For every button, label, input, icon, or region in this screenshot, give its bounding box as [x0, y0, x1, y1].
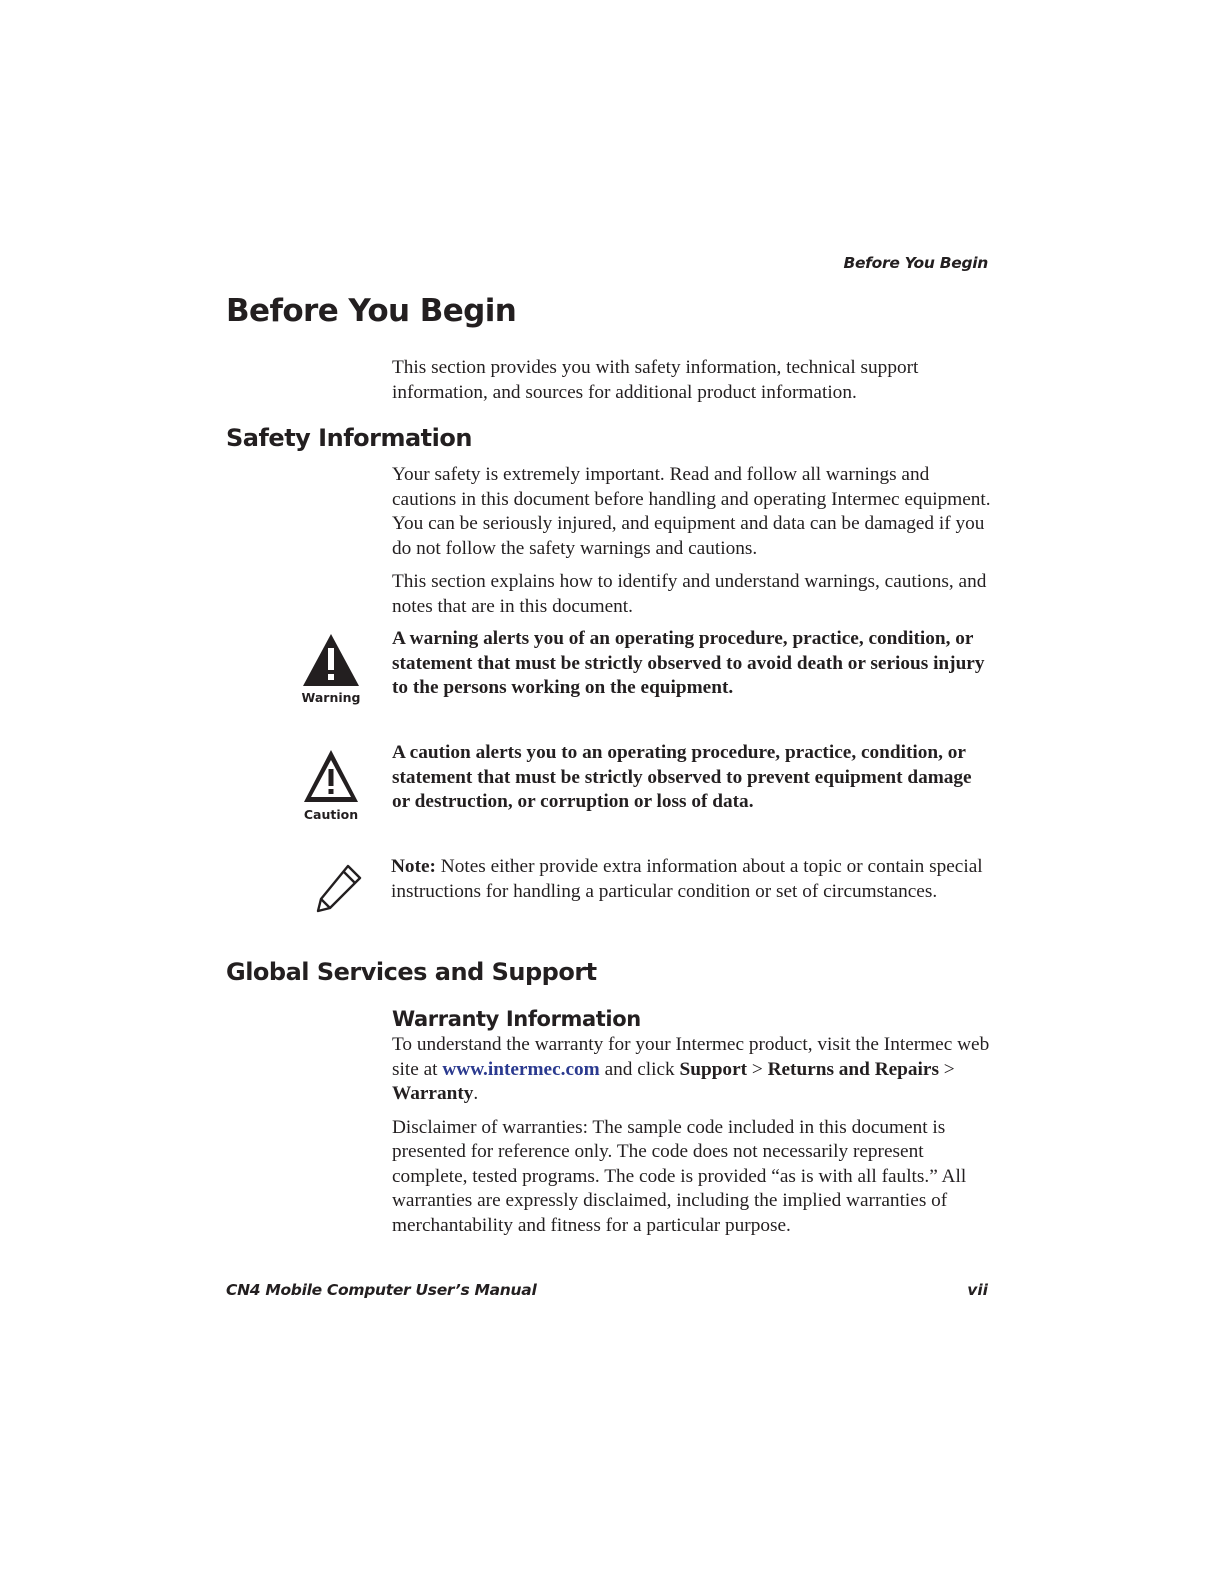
- caution-label: Caution: [303, 807, 359, 822]
- disclaimer-paragraph: Disclaimer of warranties: The sample code included in this document is presented for reference only. The code does not necessarily represent complete, tested programs. The code is provided “as is with all faults.” All warranties are expressly disclaimed, including the implied warranties of merchantability and fitness for a particular purpose.: [392, 1116, 967, 1236]
- safety-para-1: Your safety is extremely important. Read and follow all warnings and cautions in this document before handling and operating Intermec equipment. You can be seriously injured, and equipment and data can be damaged if you do not follow the safety warnings and cautions.: [392, 464, 991, 559]
- menu-path-separator: >: [938, 1058, 955, 1080]
- warning-icon: [301, 632, 361, 688]
- menu-path-support: Support: [679, 1058, 748, 1080]
- warranty-text-end: .: [473, 1083, 479, 1104]
- warranty-text-pre: To understand the warranty for your Intermec product, visit the Intermec web site at: [392, 1034, 990, 1080]
- safety-heading: Safety Information: [226, 424, 472, 452]
- menu-path-warranty: Warranty: [392, 1083, 474, 1104]
- menu-path-returns: Returns and Repairs: [767, 1058, 939, 1080]
- note-pencil-icon: [312, 862, 364, 914]
- warranty-heading: Warranty Information: [392, 1007, 641, 1031]
- warranty-body: [392, 1033, 992, 1238]
- intro-text: This section provides you with safety information, technical support information, and sources for additional product information.: [392, 357, 919, 403]
- running-head: Before You Begin: [843, 254, 988, 272]
- warranty-text-mid: and click: [599, 1058, 680, 1080]
- intro-paragraph: [392, 356, 992, 405]
- note-label: Note:: [391, 856, 436, 877]
- warranty-paragraph: [392, 1033, 992, 1107]
- warning-text: A warning alerts you of an operating procedure, practice, condition, or statement that must be strictly observed to avoid death or serious injury to the persons working on the equipment.: [392, 628, 985, 698]
- page-title: Before You Begin: [226, 293, 517, 329]
- warning-block-icon: [296, 632, 366, 705]
- caution-icon: [301, 747, 361, 805]
- safety-body: [392, 463, 992, 619]
- footer-page-number: vii: [967, 1281, 988, 1299]
- intermec-link[interactable]: www.intermec.com: [442, 1058, 600, 1080]
- note-paragraph: [391, 855, 991, 904]
- menu-path-separator: >: [747, 1058, 768, 1080]
- note-text: Notes either provide extra information about a topic or contain special instructions for handling a particular condition or set of circumstances.: [391, 856, 983, 902]
- caution-block-icon: [296, 747, 366, 822]
- note-block-icon: [312, 862, 364, 919]
- global-services-heading: Global Services and Support: [226, 958, 597, 986]
- safety-para-2: This section explains how to identify and understand warnings, cautions, and notes that are in this document.: [392, 571, 987, 617]
- caution-text: A caution alerts you to an operating procedure, practice, condition, or statement that must be strictly observed to prevent equipment damage or destruction, or corruption or loss of data.: [392, 742, 972, 812]
- warning-label: Warning: [301, 690, 361, 705]
- footer-manual-title: CN4 Mobile Computer User’s Manual: [226, 1281, 537, 1299]
